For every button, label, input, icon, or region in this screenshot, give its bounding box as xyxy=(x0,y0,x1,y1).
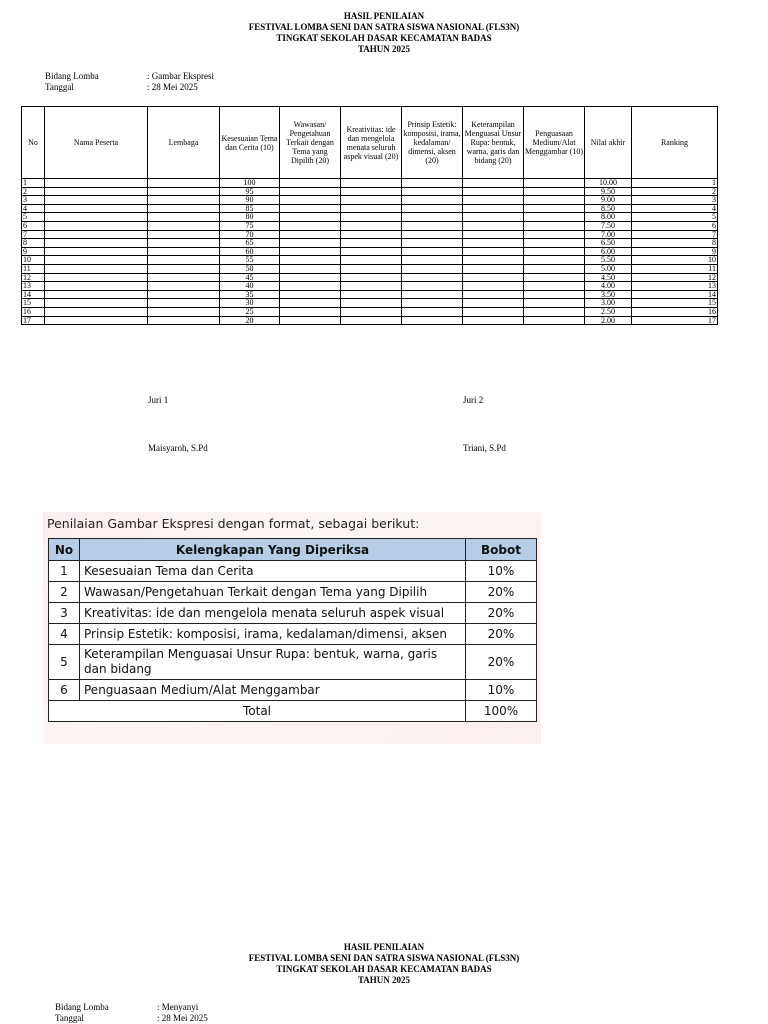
prinsip-estetik-cell xyxy=(402,256,463,265)
prinsip-estetik-cell xyxy=(402,204,463,213)
lembaga-cell xyxy=(148,239,220,248)
row-no: 3 xyxy=(22,196,45,205)
nama-peserta-cell xyxy=(45,187,148,196)
nilai-akhir-cell: 8.00 xyxy=(585,213,632,222)
nama-peserta-cell xyxy=(45,316,148,325)
score-table-body xyxy=(22,179,718,325)
nilai-akhir-cell: 6.00 xyxy=(585,247,632,256)
nama-peserta-cell xyxy=(45,282,148,291)
lembaga-cell xyxy=(148,247,220,256)
nilai-akhir-cell: 4.50 xyxy=(585,273,632,282)
title-line: TAHUN 2025 xyxy=(357,44,411,54)
title-line: HASIL PENILAIAN xyxy=(343,942,425,952)
nilai-akhir-cell: 8.50 xyxy=(585,204,632,213)
keterampilan-cell xyxy=(463,196,524,205)
penguasaan-cell xyxy=(524,282,585,291)
wawasan-cell xyxy=(280,316,341,325)
nilai-akhir-cell: 4.00 xyxy=(585,282,632,291)
kreativitas-cell xyxy=(341,213,402,222)
penguasaan-cell xyxy=(524,213,585,222)
ranking-cell: 6 xyxy=(632,221,718,230)
table-row xyxy=(22,221,718,230)
ranking-cell: 2 xyxy=(632,187,718,196)
nama-peserta-cell xyxy=(45,196,148,205)
column-header: Wawasan/ Pengetahuan Terkait dengan Tema yang Dipilih (20) xyxy=(280,107,341,179)
competition-info-1 xyxy=(45,71,214,93)
column-header: Ranking xyxy=(632,107,718,179)
ranking-cell: 11 xyxy=(632,264,718,273)
score-table xyxy=(21,106,718,325)
ranking-cell: 12 xyxy=(632,273,718,282)
bidang-lomba-value: : Gambar Ekspresi xyxy=(147,71,214,81)
nama-peserta-cell xyxy=(45,299,148,308)
nilai-akhir-cell: 7.50 xyxy=(585,221,632,230)
juri2-label: Juri 2 xyxy=(463,395,484,405)
bidang-lomba-label: Bidang Lomba xyxy=(45,71,99,81)
penguasaan-cell xyxy=(524,299,585,308)
keterampilan-cell xyxy=(463,213,524,222)
kesesuaian-cell: 25 xyxy=(220,307,280,316)
lembaga-cell xyxy=(148,273,220,282)
criteria-row xyxy=(49,680,537,701)
ranking-cell: 15 xyxy=(632,299,718,308)
title-line: TINGKAT SEKOLAH DASAR KECAMATAN BADAS xyxy=(276,33,492,43)
keterampilan-cell xyxy=(463,256,524,265)
row-no: 9 xyxy=(22,247,45,256)
keterampilan-cell xyxy=(463,290,524,299)
nilai-akhir-cell: 9.50 xyxy=(585,187,632,196)
kesesuaian-cell: 50 xyxy=(220,264,280,273)
juri1-label: Juri 1 xyxy=(148,395,169,405)
row-no: 16 xyxy=(22,307,45,316)
penguasaan-cell xyxy=(524,204,585,213)
nilai-akhir-cell: 5.50 xyxy=(585,256,632,265)
lembaga-cell xyxy=(148,187,220,196)
criteria-no: 5 xyxy=(49,645,80,680)
kreativitas-cell xyxy=(341,299,402,308)
row-no: 8 xyxy=(22,239,45,248)
criteria-intro: Penilaian Gambar Ekspresi dengan format, sebagai berikut: xyxy=(47,516,420,531)
prinsip-estetik-cell xyxy=(402,230,463,239)
bidang-lomba-label: Bidang Lomba xyxy=(55,1002,109,1012)
nama-peserta-cell xyxy=(45,179,148,188)
nama-peserta-cell xyxy=(45,290,148,299)
table-row xyxy=(22,282,718,291)
lembaga-cell xyxy=(148,299,220,308)
penguasaan-cell xyxy=(524,247,585,256)
wawasan-cell xyxy=(280,187,341,196)
lembaga-cell xyxy=(148,256,220,265)
criteria-item: Keterampilan Menguasai Unsur Rupa: bentuk, warna, garis dan bidang xyxy=(80,645,466,680)
ranking-cell: 5 xyxy=(632,213,718,222)
kesesuaian-cell: 90 xyxy=(220,196,280,205)
table-row xyxy=(22,239,718,248)
ranking-cell: 9 xyxy=(632,247,718,256)
prinsip-estetik-cell xyxy=(402,282,463,291)
kesesuaian-cell: 20 xyxy=(220,316,280,325)
nilai-akhir-cell: 9.00 xyxy=(585,196,632,205)
lembaga-cell xyxy=(148,264,220,273)
penguasaan-cell xyxy=(524,179,585,188)
tanggal-value: : 28 Mei 2025 xyxy=(157,1013,208,1023)
wawasan-cell xyxy=(280,299,341,308)
kreativitas-cell xyxy=(341,282,402,291)
competition-info-2 xyxy=(55,1002,208,1024)
total-label: Total xyxy=(49,701,466,722)
prinsip-estetik-cell xyxy=(402,239,463,248)
row-no: 5 xyxy=(22,213,45,222)
penguasaan-cell xyxy=(524,256,585,265)
nama-peserta-cell xyxy=(45,264,148,273)
title-line: TINGKAT SEKOLAH DASAR KECAMATAN BADAS xyxy=(276,964,492,974)
report-title-2 xyxy=(0,942,768,986)
lembaga-cell xyxy=(148,196,220,205)
wawasan-cell xyxy=(280,256,341,265)
juri1-name: Maisyaroh, S.Pd xyxy=(148,443,208,453)
keterampilan-cell xyxy=(463,273,524,282)
nilai-akhir-cell: 3.50 xyxy=(585,290,632,299)
kreativitas-cell xyxy=(341,290,402,299)
criteria-row xyxy=(49,645,537,680)
nilai-akhir-cell: 5.00 xyxy=(585,264,632,273)
criteria-item: Penguasaan Medium/Alat Menggambar xyxy=(80,680,466,701)
wawasan-cell xyxy=(280,204,341,213)
lembaga-cell xyxy=(148,290,220,299)
criteria-row xyxy=(49,582,537,603)
lembaga-cell xyxy=(148,221,220,230)
ranking-cell: 17 xyxy=(632,316,718,325)
table-row xyxy=(22,196,718,205)
prinsip-estetik-cell xyxy=(402,187,463,196)
penguasaan-cell xyxy=(524,273,585,282)
penguasaan-cell xyxy=(524,264,585,273)
wawasan-cell xyxy=(280,196,341,205)
kreativitas-cell xyxy=(341,187,402,196)
criteria-bobot: 20% xyxy=(466,603,537,624)
bidang-lomba-value: : Menyanyi xyxy=(157,1002,199,1012)
keterampilan-cell xyxy=(463,239,524,248)
row-no: 13 xyxy=(22,282,45,291)
wawasan-cell xyxy=(280,179,341,188)
criteria-no: 3 xyxy=(49,603,80,624)
kesesuaian-cell: 85 xyxy=(220,204,280,213)
criteria-col-bobot: Bobot xyxy=(466,539,537,561)
criteria-item: Kreativitas: ide dan mengelola menata seluruh aspek visual xyxy=(80,603,466,624)
lembaga-cell xyxy=(148,230,220,239)
wawasan-cell xyxy=(280,282,341,291)
penguasaan-cell xyxy=(524,290,585,299)
kreativitas-cell xyxy=(341,256,402,265)
lembaga-cell xyxy=(148,316,220,325)
wawasan-cell xyxy=(280,213,341,222)
juri2-name: Triani, S.Pd xyxy=(463,443,506,453)
wawasan-cell xyxy=(280,307,341,316)
wawasan-cell xyxy=(280,247,341,256)
prinsip-estetik-cell xyxy=(402,247,463,256)
keterampilan-cell xyxy=(463,221,524,230)
nama-peserta-cell xyxy=(45,256,148,265)
title-line: FESTIVAL LOMBA SENI DAN SATRA SISWA NASIONAL (FLS3N) xyxy=(248,22,520,32)
wawasan-cell xyxy=(280,273,341,282)
nilai-akhir-cell: 7.00 xyxy=(585,230,632,239)
criteria-bobot: 20% xyxy=(466,624,537,645)
kreativitas-cell xyxy=(341,239,402,248)
row-no: 10 xyxy=(22,256,45,265)
prinsip-estetik-cell xyxy=(402,307,463,316)
wawasan-cell xyxy=(280,264,341,273)
keterampilan-cell xyxy=(463,282,524,291)
row-no: 11 xyxy=(22,264,45,273)
nilai-akhir-cell: 3.00 xyxy=(585,299,632,308)
prinsip-estetik-cell xyxy=(402,264,463,273)
penguasaan-cell xyxy=(524,316,585,325)
keterampilan-cell xyxy=(463,187,524,196)
column-header: Nama Peserta xyxy=(45,107,148,179)
column-header: Prinsip Estetik: komposisi, irama, kedalaman/ dimensi, aksen (20) xyxy=(402,107,463,179)
lembaga-cell xyxy=(148,213,220,222)
nama-peserta-cell xyxy=(45,273,148,282)
prinsip-estetik-cell xyxy=(402,290,463,299)
nama-peserta-cell xyxy=(45,247,148,256)
column-header: Nilai akhir xyxy=(585,107,632,179)
ranking-cell: 3 xyxy=(632,196,718,205)
row-no: 6 xyxy=(22,221,45,230)
report-title-1 xyxy=(0,11,768,55)
ranking-cell: 16 xyxy=(632,307,718,316)
criteria-no: 4 xyxy=(49,624,80,645)
nama-peserta-cell xyxy=(45,221,148,230)
kesesuaian-cell: 55 xyxy=(220,256,280,265)
wawasan-cell xyxy=(280,230,341,239)
total-value: 100% xyxy=(466,701,537,722)
criteria-col-item: Kelengkapan Yang Diperiksa xyxy=(80,539,466,561)
ranking-cell: 10 xyxy=(632,256,718,265)
table-row xyxy=(22,179,718,188)
criteria-no: 1 xyxy=(49,561,80,582)
tanggal-label: Tanggal xyxy=(55,1013,84,1023)
criteria-col-no: No xyxy=(49,539,80,561)
criteria-item: Wawasan/Pengetahuan Terkait dengan Tema yang Dipilih xyxy=(80,582,466,603)
nama-peserta-cell xyxy=(45,239,148,248)
penguasaan-cell xyxy=(524,221,585,230)
kreativitas-cell xyxy=(341,247,402,256)
prinsip-estetik-cell xyxy=(402,179,463,188)
ranking-cell: 4 xyxy=(632,204,718,213)
prinsip-estetik-cell xyxy=(402,316,463,325)
row-no: 14 xyxy=(22,290,45,299)
prinsip-estetik-cell xyxy=(402,196,463,205)
kreativitas-cell xyxy=(341,204,402,213)
column-header: Kreativitas: ide dan mengelola menata seluruh aspek visual (20) xyxy=(341,107,402,179)
tanggal-value: : 28 Mei 2025 xyxy=(147,82,198,92)
keterampilan-cell xyxy=(463,179,524,188)
criteria-total-row xyxy=(49,701,537,722)
title-line: HASIL PENILAIAN xyxy=(343,11,425,21)
criteria-item: Kesesuaian Tema dan Cerita xyxy=(80,561,466,582)
criteria-row xyxy=(49,624,537,645)
wawasan-cell xyxy=(280,290,341,299)
kesesuaian-cell: 95 xyxy=(220,187,280,196)
criteria-bobot: 10% xyxy=(466,561,537,582)
kesesuaian-cell: 80 xyxy=(220,213,280,222)
row-no: 15 xyxy=(22,299,45,308)
table-row xyxy=(22,264,718,273)
kesesuaian-cell: 65 xyxy=(220,239,280,248)
keterampilan-cell xyxy=(463,247,524,256)
criteria-bobot: 20% xyxy=(466,582,537,603)
criteria-table xyxy=(48,538,537,722)
criteria-item: Prinsip Estetik: komposisi, irama, kedalaman/dimensi, aksen xyxy=(80,624,466,645)
prinsip-estetik-cell xyxy=(402,273,463,282)
wawasan-cell xyxy=(280,239,341,248)
row-no: 7 xyxy=(22,230,45,239)
ranking-cell: 13 xyxy=(632,282,718,291)
title-line: TAHUN 2025 xyxy=(357,975,411,985)
penguasaan-cell xyxy=(524,230,585,239)
row-no: 2 xyxy=(22,187,45,196)
column-header: Kesesuaian Tema dan Cerita (10) xyxy=(220,107,280,179)
kreativitas-cell xyxy=(341,230,402,239)
penguasaan-cell xyxy=(524,307,585,316)
nama-peserta-cell xyxy=(45,307,148,316)
nama-peserta-cell xyxy=(45,213,148,222)
nilai-akhir-cell: 2.50 xyxy=(585,307,632,316)
kreativitas-cell xyxy=(341,273,402,282)
ranking-cell: 8 xyxy=(632,239,718,248)
criteria-header-row xyxy=(49,539,537,561)
kesesuaian-cell: 45 xyxy=(220,273,280,282)
nilai-akhir-cell: 2.00 xyxy=(585,316,632,325)
kesesuaian-cell: 40 xyxy=(220,282,280,291)
keterampilan-cell xyxy=(463,299,524,308)
column-header: Penguasaan Medium/Alat Menggambar (10) xyxy=(524,107,585,179)
score-table-header xyxy=(22,107,718,179)
lembaga-cell xyxy=(148,282,220,291)
keterampilan-cell xyxy=(463,307,524,316)
lembaga-cell xyxy=(148,307,220,316)
kesesuaian-cell: 35 xyxy=(220,290,280,299)
nama-peserta-cell xyxy=(45,230,148,239)
keterampilan-cell xyxy=(463,230,524,239)
row-no: 4 xyxy=(22,204,45,213)
lembaga-cell xyxy=(148,204,220,213)
kreativitas-cell xyxy=(341,264,402,273)
table-row xyxy=(22,307,718,316)
ranking-cell: 7 xyxy=(632,230,718,239)
criteria-panel xyxy=(43,512,541,744)
criteria-no: 2 xyxy=(49,582,80,603)
nama-peserta-cell xyxy=(45,204,148,213)
prinsip-estetik-cell xyxy=(402,299,463,308)
row-no: 17 xyxy=(22,316,45,325)
column-header: Keterampilan Menguasai Unsur Rupa: bentuk, warna, garis dan bidang (20) xyxy=(463,107,524,179)
table-row xyxy=(22,316,718,325)
kesesuaian-cell: 75 xyxy=(220,221,280,230)
keterampilan-cell xyxy=(463,264,524,273)
prinsip-estetik-cell xyxy=(402,213,463,222)
kreativitas-cell xyxy=(341,307,402,316)
kreativitas-cell xyxy=(341,316,402,325)
tanggal-label: Tanggal xyxy=(45,82,74,92)
criteria-table-body xyxy=(49,561,537,701)
penguasaan-cell xyxy=(524,196,585,205)
kreativitas-cell xyxy=(341,179,402,188)
nilai-akhir-cell: 6.50 xyxy=(585,239,632,248)
kesesuaian-cell: 30 xyxy=(220,299,280,308)
keterampilan-cell xyxy=(463,316,524,325)
kreativitas-cell xyxy=(341,221,402,230)
criteria-row xyxy=(49,561,537,582)
ranking-cell: 14 xyxy=(632,290,718,299)
criteria-bobot: 20% xyxy=(466,645,537,680)
criteria-row xyxy=(49,603,537,624)
kesesuaian-cell: 70 xyxy=(220,230,280,239)
column-header: No xyxy=(22,107,45,179)
row-no: 1 xyxy=(22,179,45,188)
wawasan-cell xyxy=(280,221,341,230)
kesesuaian-cell: 100 xyxy=(220,179,280,188)
criteria-no: 6 xyxy=(49,680,80,701)
kreativitas-cell xyxy=(341,196,402,205)
title-line: FESTIVAL LOMBA SENI DAN SATRA SISWA NASIONAL (FLS3N) xyxy=(248,953,520,963)
prinsip-estetik-cell xyxy=(402,221,463,230)
nilai-akhir-cell: 10.00 xyxy=(585,179,632,188)
row-no: 12 xyxy=(22,273,45,282)
ranking-cell: 1 xyxy=(632,179,718,188)
penguasaan-cell xyxy=(524,239,585,248)
penguasaan-cell xyxy=(524,187,585,196)
column-header: Lembaga xyxy=(148,107,220,179)
keterampilan-cell xyxy=(463,204,524,213)
criteria-bobot: 10% xyxy=(466,680,537,701)
kesesuaian-cell: 60 xyxy=(220,247,280,256)
lembaga-cell xyxy=(148,179,220,188)
